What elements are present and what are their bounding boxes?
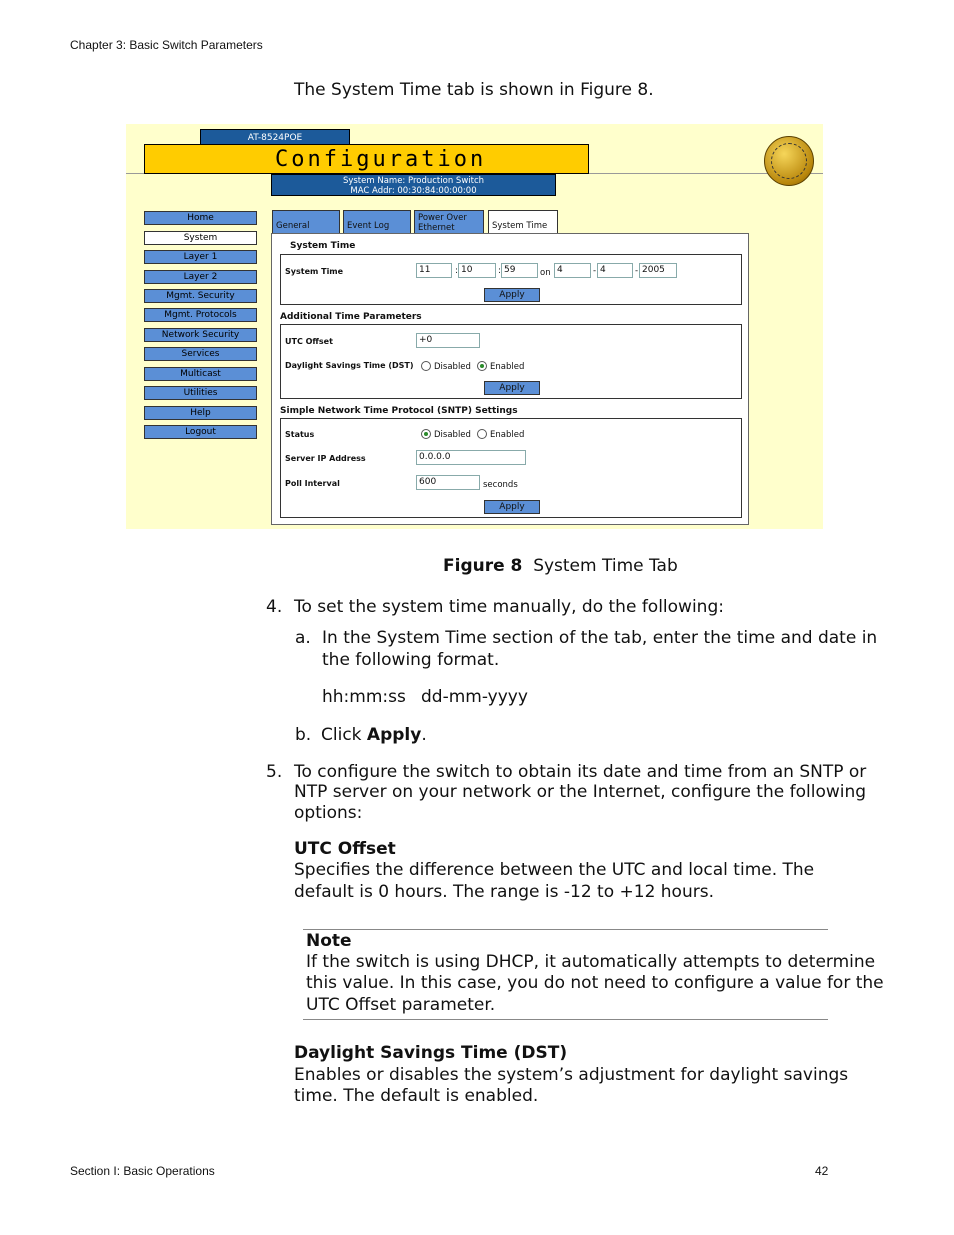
menu-home[interactable]: Home (144, 211, 257, 225)
server-ip-field[interactable]: 0.0.0.0 (416, 450, 526, 465)
system-name: System Name: Production Switch (342, 176, 485, 186)
on-label: on (540, 268, 551, 278)
mac-address: MAC Addr: 00:30:84:00:00:00 (350, 186, 477, 196)
dst-disabled-label: Disabled (434, 362, 471, 372)
tab-general[interactable]: General (272, 210, 340, 234)
step-a-line2: the following format. (322, 650, 500, 670)
system-time-apply-button[interactable]: Apply (484, 288, 540, 302)
menu-mgmt-security[interactable]: Mgmt. Security (144, 289, 257, 303)
dst-enabled-label: Enabled (490, 362, 525, 372)
system-time-section-title: System Time (290, 241, 356, 251)
menu-layer2[interactable]: Layer 2 (144, 270, 257, 284)
dst-line2: time. The default is enabled. (294, 1086, 539, 1106)
sntp-disabled-label: Disabled (434, 430, 471, 440)
menu-multicast[interactable]: Multicast (144, 367, 257, 381)
running-header: Chapter 3: Basic Switch Parameters (70, 38, 263, 52)
menu-system[interactable]: System (144, 231, 257, 245)
seconds-label: seconds (483, 480, 518, 490)
menu-network-security[interactable]: Network Security (144, 328, 257, 342)
footer-section: Section I: Basic Operations (70, 1164, 215, 1178)
month-field[interactable]: 4 (597, 263, 633, 278)
step-a-number: a. (295, 628, 311, 648)
step-a-line1: In the System Time section of the tab, enter the time and date in (322, 628, 878, 648)
globe-logo-icon (764, 136, 814, 186)
sntp-apply-button[interactable]: Apply (484, 500, 540, 514)
figure-caption: Figure 8 System Time Tab (443, 556, 678, 576)
figure-screenshot (126, 124, 823, 529)
utc-offset-line1: Specifies the difference between the UTC and local time. The (294, 860, 815, 880)
day-field[interactable]: 4 (554, 263, 591, 278)
step-b-number: b. (295, 725, 312, 745)
divider (126, 173, 144, 174)
tab-system-time[interactable]: System Time (488, 210, 558, 235)
system-time-group: System Time 11 : 10 : 59 on 4 - 4 - 2005 Apply (280, 254, 742, 305)
menu-mgmt-protocols[interactable]: Mgmt. Protocols (144, 308, 257, 322)
format-time: hh:mm:ss (322, 687, 406, 707)
model-label: AT-8524POE (200, 129, 350, 145)
menu-utilities[interactable]: Utilities (144, 386, 257, 400)
sntp-group (280, 418, 742, 518)
step-5-number: 5. (266, 762, 283, 782)
poll-interval-field[interactable]: 600 (416, 475, 480, 490)
minute-field[interactable]: 10 (458, 263, 496, 278)
menu-logout[interactable]: Logout (144, 425, 257, 439)
sntp-enabled-label: Enabled (490, 430, 525, 440)
note-bottom-rule (303, 1019, 828, 1020)
system-time-label: System Time (285, 267, 344, 276)
step-b-text: Click Apply. (321, 725, 427, 745)
dst-heading: Daylight Savings Time (DST) (294, 1043, 568, 1063)
dst-line1: Enables or disables the system’s adjustment for daylight savings (294, 1065, 849, 1085)
configuration-title: Configuration (275, 147, 487, 172)
dst-label: Daylight Savings Time (DST) (285, 361, 414, 370)
menu-help[interactable]: Help (144, 406, 257, 420)
format-date: dd-mm-yyyy (421, 687, 528, 707)
utc-offset-line2: default is 0 hours. The range is -12 to +12 hours. (294, 882, 714, 902)
additional-group (280, 324, 742, 399)
note-line1: If the switch is using DHCP, it automatically attempts to determine (306, 952, 876, 972)
step-5-line2: NTP server on your network or the Internet, configure the following (294, 782, 867, 802)
note-heading: Note (306, 931, 352, 951)
dst-enabled-radio[interactable] (477, 361, 487, 371)
note-line3: UTC Offset parameter. (306, 995, 496, 1015)
server-ip-label: Server IP Address (285, 454, 366, 463)
utc-offset-field[interactable]: +0 (416, 333, 480, 348)
sntp-enabled-radio[interactable] (477, 429, 487, 439)
second-field[interactable]: 59 (501, 263, 538, 278)
intro-text: The System Time tab is shown in Figure 8. (294, 80, 654, 100)
additional-section-title: Additional Time Parameters (280, 312, 422, 322)
dst-disabled-radio[interactable] (421, 361, 431, 371)
sntp-section-title: Simple Network Time Protocol (SNTP) Settings (280, 406, 518, 416)
menu-layer1[interactable]: Layer 1 (144, 250, 257, 264)
sntp-status-label: Status (285, 430, 315, 439)
poll-interval-label: Poll Interval (285, 479, 340, 488)
tab-panel (271, 233, 749, 525)
note-line2: this value. In this case, you do not need to configure a value for the (306, 973, 884, 993)
note-top-rule (303, 929, 828, 930)
tab-power-over-ethernet[interactable] (414, 210, 484, 234)
system-info-box (271, 174, 556, 196)
step-5-line3: options: (294, 803, 363, 823)
step-4-text: To set the system time manually, do the following: (294, 597, 724, 617)
configuration-banner (144, 144, 589, 174)
additional-apply-button[interactable]: Apply (484, 381, 540, 395)
sntp-disabled-radio[interactable] (421, 429, 431, 439)
hour-field[interactable]: 11 (416, 263, 452, 278)
page-number: 42 (815, 1164, 829, 1178)
tab-event-log[interactable]: Event Log (343, 210, 411, 234)
tab-poe-line1: Power Over (418, 213, 467, 223)
tab-poe-line2: Ethernet (418, 223, 455, 233)
step-5-line1: To configure the switch to obtain its date and time from an SNTP or (294, 762, 867, 782)
utc-offset-heading: UTC Offset (294, 839, 396, 859)
utc-offset-label: UTC Offset (285, 337, 333, 346)
step-4-number: 4. (266, 597, 283, 617)
year-field[interactable]: 2005 (639, 263, 677, 278)
menu-services[interactable]: Services (144, 347, 257, 361)
